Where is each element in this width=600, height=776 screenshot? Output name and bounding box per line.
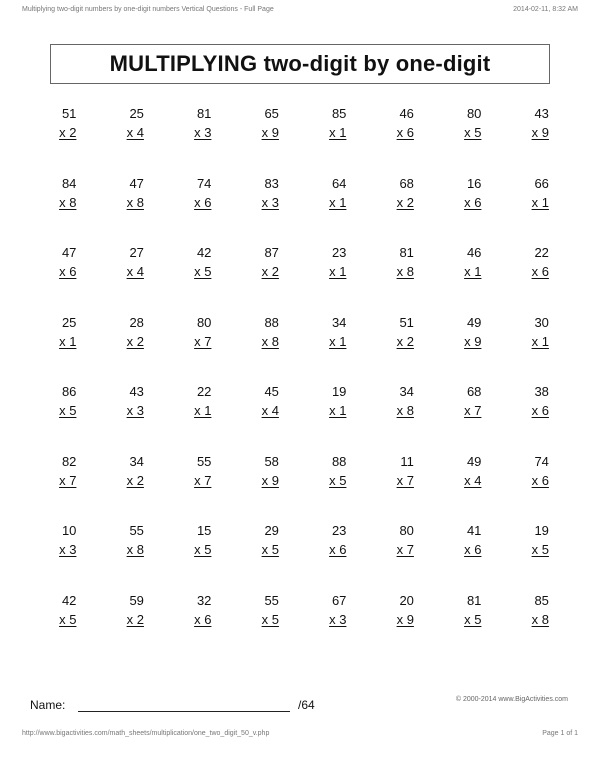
problem-item [507,452,575,522]
multiplier: x 1 [194,403,212,418]
problem-item [439,243,507,313]
multiplicand: 43 [534,106,549,121]
problem-stack [464,521,481,591]
problem-stack [262,452,279,522]
problem-stack [127,313,144,383]
multiplier: x 4 [126,264,144,279]
problem-item [102,521,170,591]
problem-item [372,313,440,383]
multiplier: x 2 [396,194,414,210]
multiplicand: 42 [196,245,212,260]
multiplier: x 7 [194,472,212,488]
multiplicand: 80 [399,523,414,538]
problem-stack [262,521,279,591]
multiplicand: 20 [399,592,414,608]
multiplicand: 65 [264,106,279,121]
multiplier: x 6 [531,264,549,279]
multiplicand: 88 [331,453,347,469]
multiplicand: 23 [331,523,347,538]
multiplicand: 30 [534,314,549,330]
multiplier: x 4 [464,472,482,488]
problem-item [507,174,575,244]
multiplier: x 3 [261,194,279,210]
problem-item [372,591,440,661]
problem-item [237,174,305,244]
problem-stack [397,382,414,452]
problem-item [169,591,237,661]
multiplicand: 16 [466,175,482,191]
multiplier: x 6 [59,264,77,279]
problem-stack [194,104,211,174]
problem-item [237,104,305,174]
problem-stack [127,452,144,522]
problem-item [169,452,237,522]
multiplier: x 9 [261,125,279,140]
problem-stack [532,521,549,591]
problem-stack [329,521,346,591]
problem-stack [532,382,549,452]
multiplier: x 2 [396,333,414,349]
problem-stack [464,104,481,174]
problem-item [34,521,102,591]
problem-stack [194,243,211,313]
problem-item [304,591,372,661]
multiplicand: 87 [264,245,279,260]
multiplier: x 1 [531,194,549,210]
problem-item [237,382,305,452]
multiplier: x 6 [194,611,212,627]
multiplier: x 5 [261,611,279,627]
multiplier: x 7 [464,403,482,418]
problem-item [304,452,372,522]
multiplier: x 4 [261,403,279,418]
multiplicand: 46 [466,245,482,260]
problem-item [102,313,170,383]
problem-item [439,521,507,591]
multiplier: x 5 [464,611,482,627]
multiplier: x 9 [464,333,482,349]
problem-stack [464,174,481,244]
multiplier: x 3 [329,611,347,627]
multiplicand: 81 [399,245,414,260]
multiplier: x 6 [194,194,212,210]
multiplicand: 28 [129,314,144,330]
multiplier: x 1 [329,403,347,418]
multiplicand: 68 [399,175,414,191]
problem-stack [127,382,144,452]
multiplier: x 2 [261,264,279,279]
multiplicand: 19 [331,384,347,399]
multiplicand: 49 [466,314,482,330]
problem-item [439,313,507,383]
problem-stack [194,174,211,244]
problem-item [237,521,305,591]
problem-stack [59,382,76,452]
problem-item [34,313,102,383]
problem-item [237,243,305,313]
multiplicand: 45 [264,384,279,399]
problem-item [304,313,372,383]
problem-item [304,104,372,174]
browser-print-footer [22,730,578,740]
problem-stack [194,382,211,452]
problem-stack [397,591,414,661]
multiplier: x 1 [329,194,347,210]
multiplier: x 4 [126,125,144,140]
multiplier: x 6 [329,542,347,557]
problem-stack [397,243,414,313]
problem-item [237,452,305,522]
problem-stack [262,591,279,661]
problem-item [102,452,170,522]
multiplicand: 51 [61,106,77,121]
multiplicand: 34 [331,314,347,330]
problem-stack [397,452,414,522]
problem-item [304,382,372,452]
problem-stack [464,452,481,522]
multiplicand: 80 [196,314,212,330]
problem-stack [59,591,76,661]
problem-stack [329,243,346,313]
multiplier: x 8 [531,611,549,627]
multiplier: x 1 [329,125,347,140]
problem-item [439,174,507,244]
worksheet-title: MULTIPLYING two-digit by one-digit [50,44,550,84]
problem-stack [397,104,414,174]
problem-stack [127,591,144,661]
multiplicand: 15 [196,523,212,538]
multiplicand: 55 [129,523,144,538]
multiplier: x 5 [59,611,77,627]
problem-stack [262,104,279,174]
problem-item [304,521,372,591]
multiplier: x 7 [396,542,414,557]
multiplier: x 5 [464,125,482,140]
problem-stack [59,174,76,244]
problem-stack [262,243,279,313]
problem-stack [464,382,481,452]
problem-stack [532,591,549,661]
multiplicand: 85 [534,592,549,608]
problem-item [34,174,102,244]
multiplicand: 82 [61,453,77,469]
score-total: /64 [298,698,315,712]
multiplier: x 9 [396,611,414,627]
multiplicand: 46 [399,106,414,121]
problem-stack [532,313,549,383]
problem-item [372,521,440,591]
problem-stack [194,452,211,522]
problem-item [169,313,237,383]
problem-item [304,174,372,244]
multiplier: x 2 [126,611,144,627]
multiplier: x 6 [531,403,549,418]
multiplicand: 83 [264,175,279,191]
problem-item [102,243,170,313]
multiplier: x 9 [531,125,549,140]
problem-item [34,382,102,452]
multiplicand: 58 [264,453,279,469]
problem-item [439,452,507,522]
problem-stack [127,243,144,313]
multiplicand: 67 [331,592,347,608]
multiplier: x 5 [194,542,212,557]
problem-item [102,591,170,661]
multiplicand: 25 [61,314,77,330]
print-header-timestamp: 2014-02-11, 8:32 AM [513,6,578,13]
multiplier: x 7 [59,472,77,488]
problem-stack [329,452,346,522]
problem-stack [262,174,279,244]
multiplicand: 34 [399,384,414,399]
problem-stack [464,591,481,661]
multiplier: x 8 [126,194,144,210]
problem-stack [329,591,346,661]
problem-item [169,243,237,313]
multiplicand: 19 [534,523,549,538]
problem-item [34,243,102,313]
multiplicand: 22 [534,245,549,260]
problem-stack [262,313,279,383]
problem-item [102,174,170,244]
multiplicand: 59 [129,592,144,608]
multiplicand: 29 [264,523,279,538]
multiplicand: 27 [129,245,144,260]
multiplier: x 5 [531,542,549,557]
problem-stack [59,521,76,591]
multiplier: x 8 [396,403,414,418]
multiplicand: 55 [264,592,279,608]
problem-item [507,521,575,591]
multiplicand: 51 [399,314,414,330]
problem-stack [194,521,211,591]
problem-stack [59,452,76,522]
name-line [78,711,290,712]
problem-item [372,382,440,452]
print-footer-url: http://www.bigactivities.com/math_sheets/multiplication/one_two_digit_50_v.php [22,730,270,737]
problem-grid [34,104,574,660]
multiplier: x 3 [126,403,144,418]
multiplier: x 6 [531,472,549,488]
multiplicand: 34 [129,453,144,469]
problem-item [507,243,575,313]
multiplicand: 85 [331,106,347,121]
problem-item [102,382,170,452]
problem-item [439,591,507,661]
problem-stack [127,521,144,591]
problem-stack [329,382,346,452]
multiplicand: 81 [196,106,212,121]
multiplicand: 74 [534,453,549,469]
problem-item [439,104,507,174]
multiplier: x 8 [126,542,144,557]
multiplicand: 68 [466,384,482,399]
problem-item [169,521,237,591]
multiplier: x 8 [261,333,279,349]
multiplier: x 6 [464,194,482,210]
problem-item [169,382,237,452]
problem-item [169,174,237,244]
multiplicand: 38 [534,384,549,399]
multiplier: x 1 [329,264,347,279]
problem-item [304,243,372,313]
multiplier: x 1 [59,333,77,349]
problem-stack [329,174,346,244]
problem-stack [59,313,76,383]
multiplier: x 2 [126,333,144,349]
multiplicand: 81 [466,592,482,608]
name-label: Name: [30,698,66,712]
multiplier: x 1 [464,264,482,279]
multiplicand: 10 [61,523,77,538]
problem-item [237,591,305,661]
worksheet-footer [30,694,578,714]
problem-item [507,104,575,174]
multiplicand: 47 [129,175,144,191]
problem-stack [532,452,549,522]
problem-item [169,104,237,174]
multiplier: x 3 [194,125,212,140]
multiplier: x 6 [396,125,414,140]
multiplicand: 80 [466,106,482,121]
multiplicand: 66 [534,175,549,191]
multiplier: x 6 [464,542,482,557]
multiplier: x 5 [194,264,212,279]
problem-item [507,591,575,661]
multiplier: x 7 [194,333,212,349]
problem-stack [464,243,481,313]
multiplier: x 3 [59,542,77,557]
multiplier: x 5 [329,472,347,488]
multiplier: x 1 [329,333,347,349]
multiplier: x 2 [126,472,144,488]
multiplicand: 41 [466,523,482,538]
problem-stack [397,313,414,383]
problem-item [372,452,440,522]
multiplicand: 25 [129,106,144,121]
problem-stack [329,104,346,174]
multiplier: x 9 [261,472,279,488]
multiplicand: 11 [400,453,414,469]
multiplicand: 43 [129,384,144,399]
problem-item [34,104,102,174]
problem-stack [262,382,279,452]
problem-stack [464,313,481,383]
problem-item [507,313,575,383]
multiplicand: 86 [61,384,77,399]
multiplicand: 49 [466,453,482,469]
problem-item [372,104,440,174]
problem-stack [59,243,76,313]
multiplicand: 64 [331,175,347,191]
problem-item [372,243,440,313]
copyright-text: © 2000-2014 www.BigActivities.com [455,696,568,703]
multiplicand: 74 [196,175,212,191]
multiplicand: 84 [61,175,77,191]
print-header-title: Multiplying two-digit numbers by one-digit numbers Vertical Questions - Full Page [22,6,274,13]
multiplicand: 32 [196,592,212,608]
browser-print-header [22,6,578,18]
multiplicand: 88 [264,314,279,330]
multiplier: x 5 [59,403,77,418]
problem-stack [532,174,549,244]
multiplicand: 55 [196,453,212,469]
problem-stack [397,174,414,244]
multiplier: x 5 [261,542,279,557]
multiplicand: 22 [196,384,212,399]
problem-stack [194,591,211,661]
problem-stack [194,313,211,383]
problem-stack [127,174,144,244]
multiplicand: 47 [61,245,77,260]
multiplier: x 7 [396,472,414,488]
problem-item [439,382,507,452]
problem-item [34,591,102,661]
problem-stack [397,521,414,591]
multiplier: x 8 [59,194,77,210]
multiplicand: 42 [61,592,77,608]
problem-stack [329,313,346,383]
print-footer-page: Page 1 of 1 [542,730,578,737]
problem-stack [59,104,76,174]
problem-stack [532,243,549,313]
problem-item [507,382,575,452]
problem-stack [127,104,144,174]
multiplicand: 23 [331,245,347,260]
problem-item [34,452,102,522]
multiplier: x 1 [531,333,549,349]
problem-item [102,104,170,174]
multiplier: x 2 [59,125,77,140]
multiplier: x 8 [396,264,414,279]
problem-stack [532,104,549,174]
problem-item [372,174,440,244]
problem-item [237,313,305,383]
